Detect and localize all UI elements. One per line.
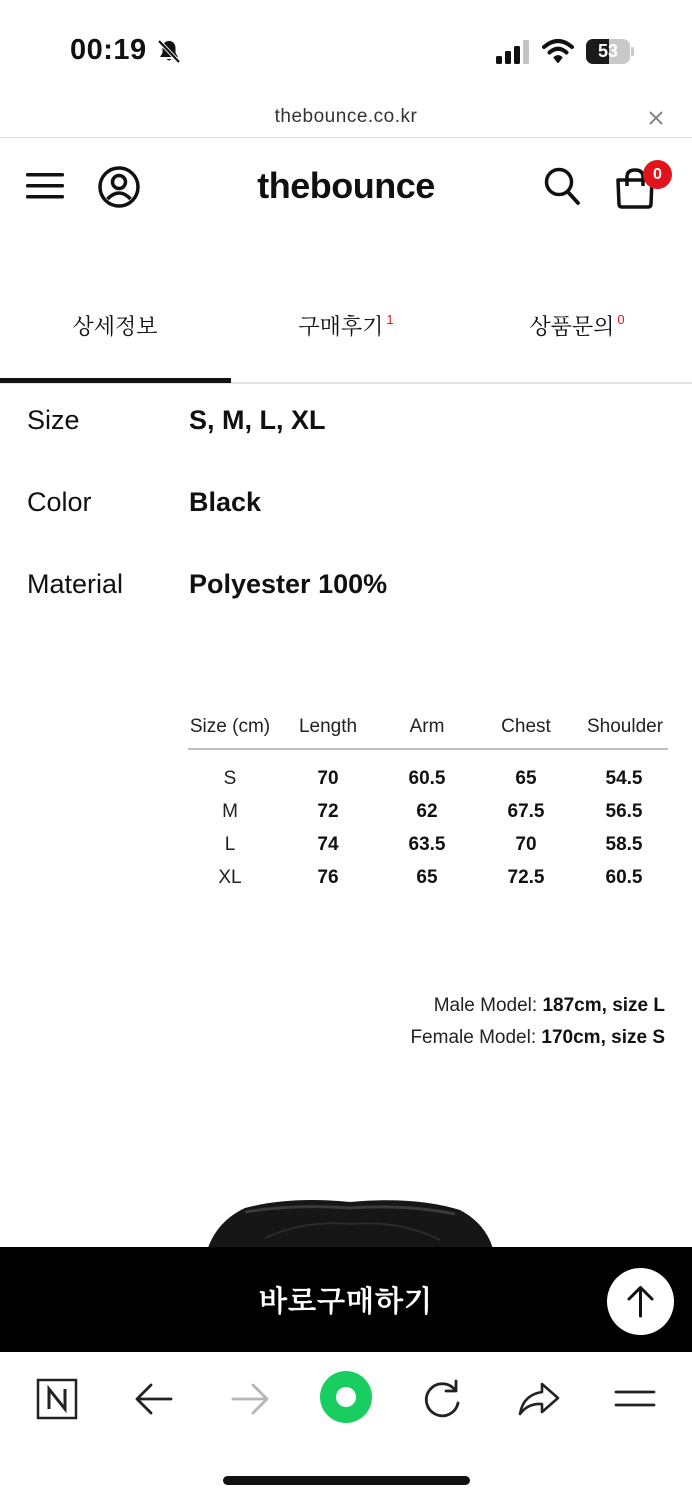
tab-label: 상품문의 [529, 314, 615, 339]
share-icon[interactable] [514, 1374, 564, 1424]
spec-label: Material [27, 569, 124, 599]
table-cell: 74 [317, 834, 339, 855]
spec-value: Black [189, 487, 262, 517]
buy-now-button[interactable] [0, 1247, 692, 1352]
scroll-top-button[interactable] [607, 1268, 674, 1335]
tab-count: 0 [617, 312, 625, 327]
browser-toolbar [0, 1352, 692, 1500]
column-header: Size (cm) [189, 716, 271, 737]
spec-value: S, M, L, XL [189, 405, 326, 435]
table-cell: 63.5 [408, 834, 446, 855]
spec-value: Polyester 100% [189, 569, 388, 599]
female-model-line [410, 1022, 665, 1054]
table-cell: 67.5 [507, 801, 545, 822]
status-time: 00:19 [70, 34, 147, 66]
table-cell: 58.5 [605, 834, 643, 855]
table-row [188, 824, 668, 857]
size-table [188, 712, 668, 890]
close-icon[interactable] [646, 108, 666, 128]
table-cell: 72 [317, 801, 339, 822]
table-cell: 54.5 [605, 768, 643, 789]
table-cell: 56.5 [605, 801, 643, 822]
search-icon[interactable] [543, 166, 581, 206]
tab-inquiries[interactable] [462, 280, 692, 382]
green-dot-icon[interactable] [319, 1370, 373, 1424]
model-info [410, 990, 665, 1054]
table-cell: 70 [317, 768, 339, 789]
menu-lines-icon[interactable] [610, 1374, 660, 1424]
buy-now-label: 바로구매하기 [258, 1286, 434, 1318]
table-cell: L [224, 834, 236, 855]
status-bar [0, 0, 692, 100]
arrow-up-icon [625, 1284, 656, 1318]
forward-arrow-icon[interactable] [225, 1374, 275, 1424]
table-cell: 65 [416, 867, 438, 888]
column-header: Arm [409, 716, 445, 737]
column-header: Length [298, 716, 358, 737]
battery-icon [586, 39, 632, 64]
site-logo[interactable]: thebounce [257, 165, 435, 206]
male-model-line [410, 990, 665, 1022]
reload-icon[interactable] [417, 1374, 467, 1424]
naver-icon[interactable] [32, 1374, 82, 1424]
female-model-value: 170cm, size S [541, 1027, 665, 1048]
table-cell: M [222, 801, 238, 822]
table-cell: 62 [416, 801, 438, 822]
column-header: Shoulder [586, 716, 664, 737]
table-cell: 70 [515, 834, 537, 855]
tab-details[interactable] [0, 280, 230, 382]
table-cell: XL [218, 867, 242, 888]
detail-tabs [0, 280, 692, 384]
table-cell: 60.5 [408, 768, 446, 789]
tab-reviews[interactable] [231, 280, 461, 382]
tab-label: 상세정보 [72, 314, 158, 339]
bell-slash-icon [156, 38, 182, 64]
table-cell: S [223, 768, 237, 789]
table-cell: 60.5 [605, 867, 643, 888]
female-model-label: Female Model: [410, 1027, 537, 1048]
table-row [188, 857, 668, 890]
tab-count: 1 [386, 312, 394, 327]
male-model-label: Male Model: [433, 995, 538, 1016]
url-text[interactable]: thebounce.co.kr [274, 106, 418, 127]
spec-label: Size [27, 405, 80, 435]
table-row [188, 791, 668, 824]
url-bar[interactable] [0, 100, 692, 138]
home-indicator [223, 1476, 470, 1485]
spec-label: Color [27, 487, 92, 517]
tab-label: 구매후기 [298, 314, 384, 339]
table-row [188, 758, 668, 791]
table-cell: 65 [515, 768, 537, 789]
cart-count-badge: 0 [643, 160, 672, 189]
table-cell: 72.5 [507, 867, 545, 888]
back-arrow-icon[interactable] [129, 1374, 179, 1424]
active-tab-indicator [0, 378, 231, 383]
battery-level: 53 [597, 41, 619, 61]
signal-icon [496, 40, 532, 64]
table-cell: 76 [317, 867, 339, 888]
site-header [0, 139, 692, 235]
column-header: Chest [501, 716, 551, 737]
male-model-value: 187cm, size L [542, 995, 665, 1016]
wifi-icon [542, 38, 574, 64]
size-table-header [188, 712, 668, 750]
